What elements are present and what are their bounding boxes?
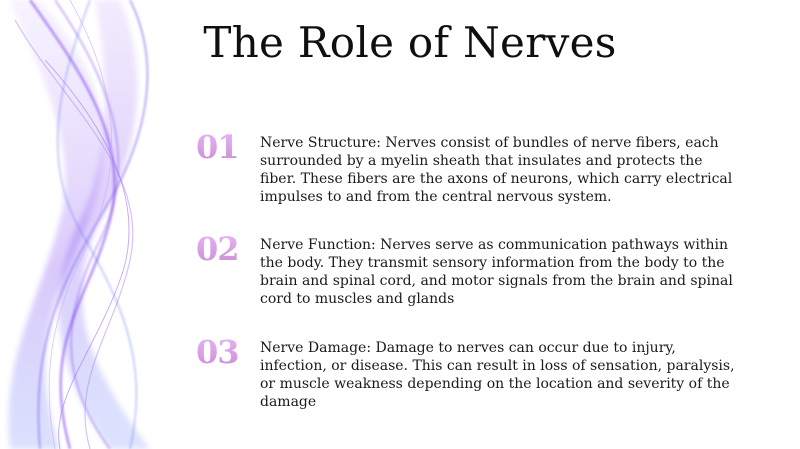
item-text: Nerve Function: Nerves serve as communication pathways within the body. They transmit sensory information from the body to the brain and spinal cord, and motor signals from the brain and spinal cord to muscles and glands: [260, 237, 733, 307]
item-number: 03: [196, 333, 239, 371]
item-text: Nerve Damage: Damage to nerves can occur due to injury, infection, or disease. This can result in loss of sensation, paralysis, or muscle weakness depending on the location and severity of the damage: [260, 340, 735, 410]
item-text: Nerve Structure: Nerves consist of bundles of nerve fibers, each surrounded by a myelin sheath that insulates and protects the fiber. These fibers are the axons of neurons, which carry electrical impulses to and from the central nervous system.: [260, 135, 733, 205]
purple-smoke-decoration: [0, 0, 200, 449]
slide-title: The Role of Nerves: [203, 18, 617, 67]
item-number: 02: [196, 230, 239, 268]
item-number: 01: [196, 128, 239, 166]
